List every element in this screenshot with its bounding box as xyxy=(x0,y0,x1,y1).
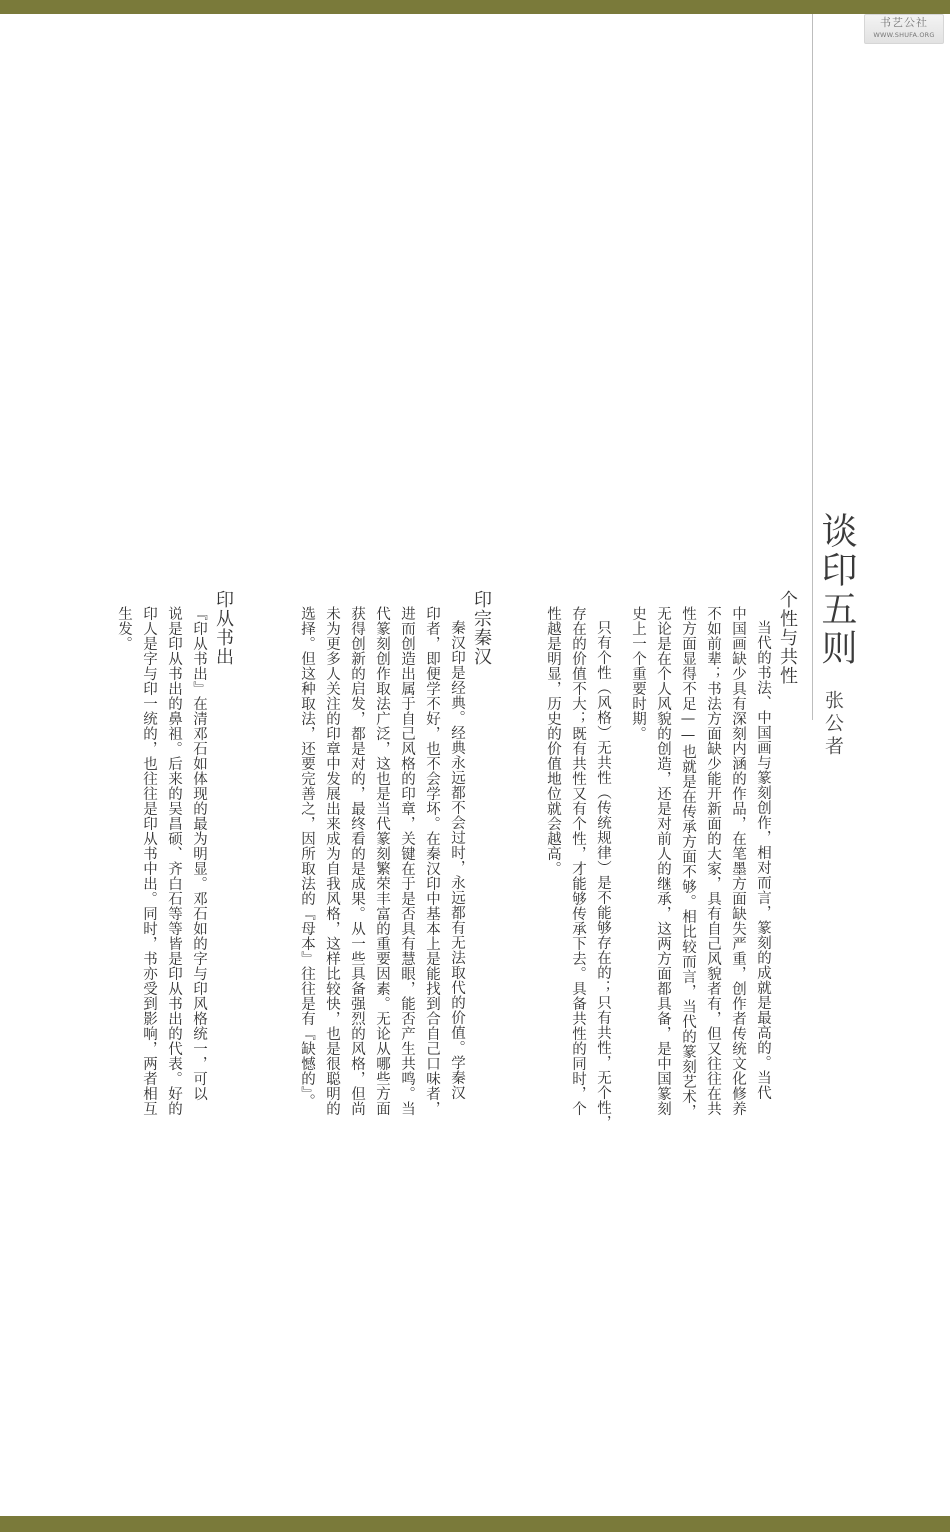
article-author: 张公者 xyxy=(822,690,844,759)
paragraph-line: 未为更多人关注的印章中发展出来成为自我风格，这样比较快，也是很聪明的 xyxy=(324,606,340,1116)
paragraph-line: 只有个性（风格）无共性（传统规律）是不能够存在的；只有共性，无个性， xyxy=(595,620,611,1130)
section-heading-yinzong: 印宗秦汉 xyxy=(471,590,492,666)
paragraph-line: 选择。但这种取法，还要完善之，因所取法的『母本』往往是有『缺憾的』。 xyxy=(299,606,315,1109)
watermark-logo xyxy=(864,14,944,44)
paragraph-line: 存在的价值不大；既有共性又有个性，才能够传承下去。具备共性的同时，个 xyxy=(570,606,586,1116)
paragraph-line: 当代的书法、中国画与篆刻创作，相对而言，篆刻的成就是最高的。当代 xyxy=(755,620,771,1100)
paragraph-line: 印者，即便学不好，也不会学坏。在秦汉印中基本上是能找到合自己口味者， xyxy=(424,606,440,1116)
paragraph-line: 性方面显得不足——也就是在传承方面不够。相比较而言，当代的篆刻艺术， xyxy=(680,606,696,1119)
paragraph-line: 史上一个重要时期。 xyxy=(630,606,646,741)
paragraph-line: 进而创造出属于自己风格的印章，关键在于是否具有慧眼，能否产生共鸣。当 xyxy=(399,606,415,1116)
paragraph-line: 说是印从书出的鼻祖。后来的吴昌硕、齐白石等等皆是印从书出的代表。好的 xyxy=(166,606,182,1116)
paragraph-line: 不如前辈；书法方面缺少能开新面的大家，具有自己风貌者有，但又往往在共 xyxy=(705,606,721,1116)
section-heading-yincong: 印从书出 xyxy=(213,590,234,666)
paragraph-line: 中国画缺少具有深刻内涵的作品，在笔墨方面缺失严重，创作者传统文化修养 xyxy=(730,606,746,1116)
paragraph-line: 『印从书出』在清邓石如体现的最为明显。邓石如的字与印风格统一，可以 xyxy=(191,606,207,1101)
title-divider-line xyxy=(812,14,813,720)
paragraph-line: 代篆刻创作取法广泛，这也是当代篆刻繁荣丰富的重要因素。无论从哪些方面 xyxy=(374,606,390,1116)
paragraph-line: 获得创新的启发，都是对的，最终看的是成果。从一些具备强烈的风格，但尚 xyxy=(349,606,365,1116)
watermark-url: WWW.SHUFA.ORG xyxy=(873,31,935,39)
section-heading-gexing: 个性与共性 xyxy=(777,590,798,685)
watermark-name: 书艺公社 xyxy=(880,16,928,29)
paragraph-line: 生发。 xyxy=(116,606,132,651)
article-title: 谈印五则 xyxy=(816,512,857,668)
paragraph-line: 无论是在个人风貌的创造，还是对前人的继承，这两方面都具备，是中国篆刻 xyxy=(655,606,671,1116)
bottom-border-bar xyxy=(0,1516,950,1532)
paragraph-line: 印人是字与印一统的，也往往是印从书中出。同时，书亦受到影响，两者相互 xyxy=(141,606,157,1116)
paragraph-line: 性越是明显，历史的价值地位就会越高。 xyxy=(545,606,561,876)
paragraph-line: 秦汉印是经典。经典永远都不会过时，永远都有无法取代的价值。学秦汉 xyxy=(449,620,465,1100)
top-border-bar xyxy=(0,0,950,14)
